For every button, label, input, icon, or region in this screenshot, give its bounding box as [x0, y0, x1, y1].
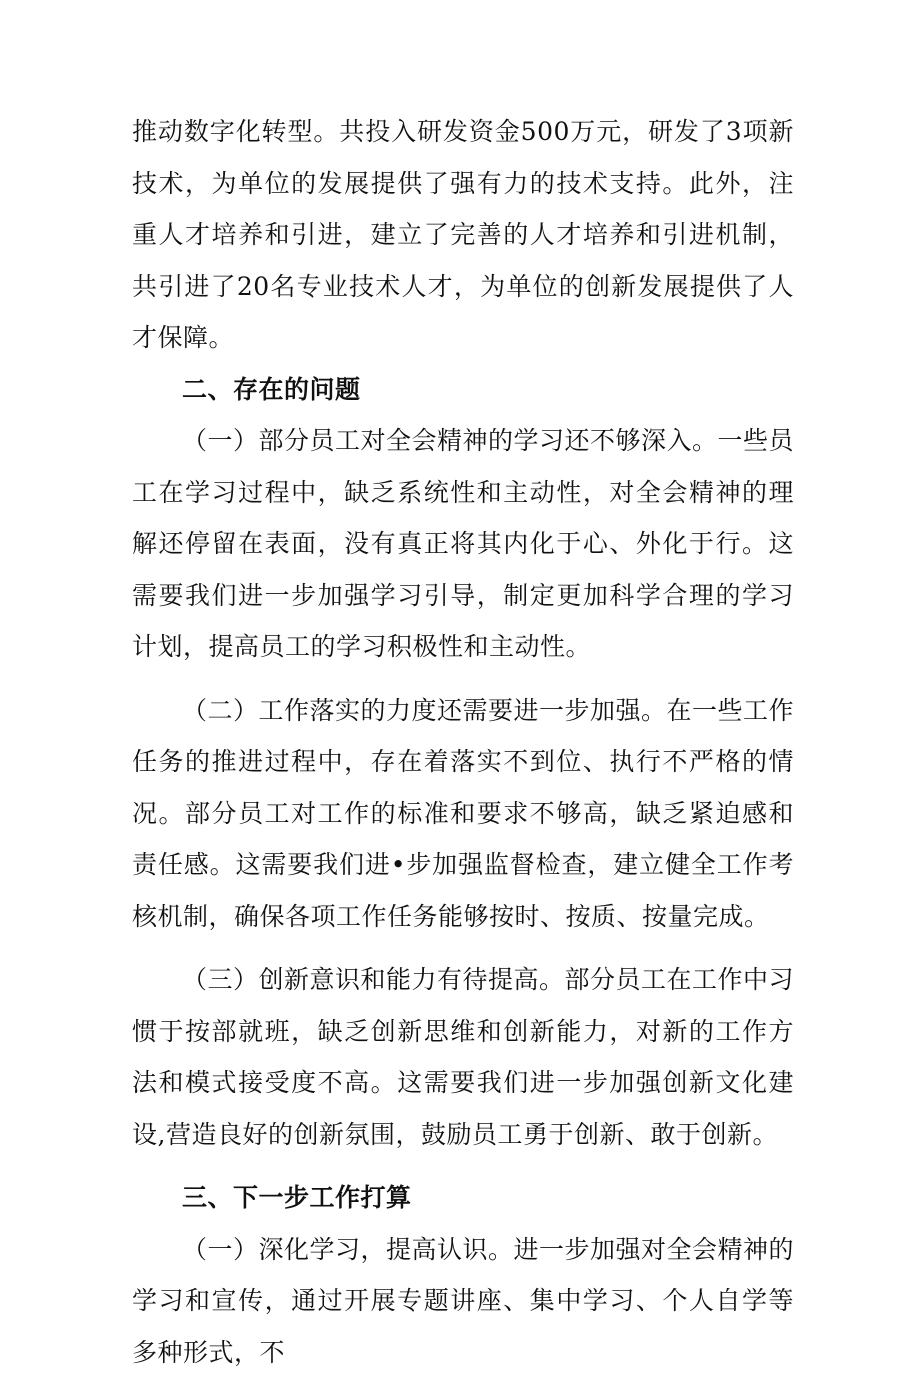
- problem-item-2: （二）工作落实的力度还需要进一步加强。在一些工作任务的推进过程中，存在着落实不到位、执行不严格的情况。部分员工对工作的标准和要求不够高，缺乏紧迫感和责任感。这需要我们进•步加强监督检查，建立健全工作考核机制，确保各项工作任务能够按时、按质、按量完成。: [132, 685, 794, 943]
- intro-paragraph: 推动数字化转型。共投入研发资金500万元，研发了3项新技术，为单位的发展提供了强有力的技术支持。此外，注重人才培养和引进，建立了完善的人才培养和引进机制，共引进了20名专业技术人才，为单位的创新发展提供了人才保障。: [132, 106, 794, 364]
- section-heading-problems: 二、存在的问题: [132, 364, 794, 416]
- section-heading-next-steps: 三、下一步工作打算: [132, 1172, 794, 1224]
- paragraph-gap: [132, 673, 794, 685]
- problem-item-3: （三）创新意识和能力有待提高。部分员工在工作中习惯于按部就班，缺乏创新思维和创新能力，对新的工作方法和模式接受度不高。这需要我们进一步加强创新文化建设,营造良好的创新氛围，鼓励员工勇于创新、敢于创新。: [132, 954, 794, 1160]
- paragraph-gap: [132, 942, 794, 954]
- next-step-item-1: （一）深化学习，提高认识。进一步加强对全会精神的学习和宣传，通过开展专题讲座、集中学习、个人自学等多种形式，不: [132, 1224, 794, 1378]
- problem-item-1: （一）部分员工对全会精神的学习还不够深入。一些员工在学习过程中，缺乏系统性和主动性，对全会精神的理解还停留在表面，没有真正将其内化于心、外化于行。这需要我们进一步加强学习引导，制定更加科学合理的学习计划，提高员工的学习积极性和主动性。: [132, 415, 794, 673]
- document-body: [132, 106, 794, 1378]
- paragraph-gap: [132, 1160, 794, 1172]
